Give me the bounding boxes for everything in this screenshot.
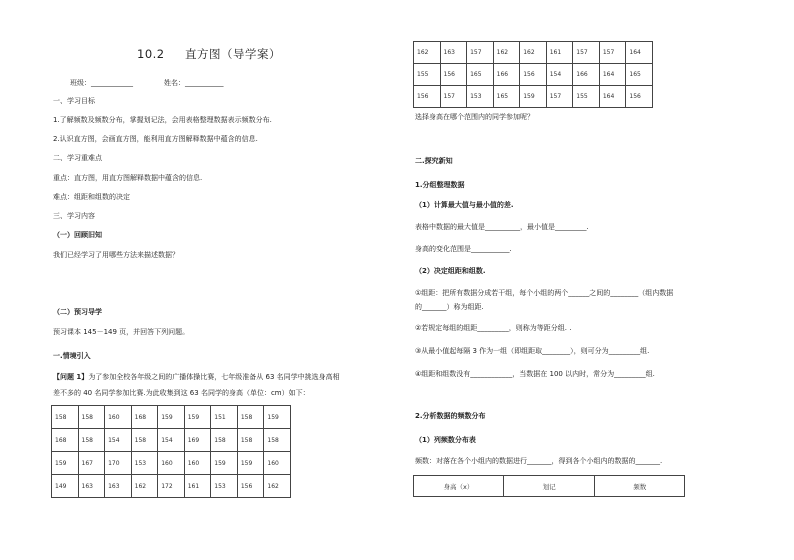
table-cell: 159 [184,406,211,429]
range-text: 身高的变化范围是___________. [415,245,512,253]
table-cell: 164 [599,86,626,108]
frequency-table [413,475,685,497]
table-cell: 160 [158,452,185,475]
freq-header-tally: 划记 [503,476,595,497]
table-cell: 168 [52,429,79,452]
table-cell: 153 [131,452,158,475]
table-cell: 153 [211,475,238,498]
subsection-preview: （二）预习导学 [53,308,102,316]
group-data-heading: 1.分组整理数据 [415,181,465,189]
intro-heading: 一.情境引入 [53,352,91,360]
table-cell: 172 [158,475,185,498]
freq-text: 频数：对落在各个小组内的数据进行_______，得到各个小组内的数据的_______. [415,457,663,465]
table-cell: 158 [131,429,158,452]
table-row [414,42,653,64]
step2-line: 的_______）称为组距. [415,303,484,311]
problem-label: 【问题 1】 [53,373,89,381]
section-heading-goals: 一、学习目标 [53,97,95,105]
table-cell: 155 [573,86,600,108]
class-field: 班级：____________ [70,79,133,87]
table-cell: 157 [573,42,600,64]
table-cell: 164 [599,64,626,86]
section-heading-keypoints: 二、学习重难点 [53,154,102,162]
table-cell: 158 [78,406,105,429]
table-row [52,475,291,498]
problem-line [53,373,340,382]
table-cell: 155 [414,64,441,86]
section-heading-content: 三、学习内容 [53,212,95,220]
height-data-table [51,405,291,498]
problem-text: 为了参加全校各年级之间的广播体操比赛，七年级准备从 63 名同学中挑选身高相 [88,373,340,381]
table-cell: 154 [105,429,132,452]
table-cell: 158 [264,429,291,452]
table-cell: 166 [493,64,520,86]
freq-header-count: 频数 [595,476,685,497]
step2-line: ③从最小值起每隔 3 作为一组（即组距取________），则可分为_________组. [415,347,650,355]
selection-question: 选择身高在哪个范围内的同学参加呢？ [415,113,534,121]
table-cell: 169 [184,429,211,452]
step2-line: ②若规定每组的组距_________，则称为等距分组. . [415,324,572,332]
table-cell: 159 [52,452,79,475]
freq-subheading: （1）列频数分布表 [415,436,476,444]
table-cell: 159 [264,406,291,429]
table-cell: 156 [626,86,653,108]
table-cell: 162 [131,475,158,498]
section-number: 10.2 [137,47,165,61]
freq-heading: 2.分析数据的频数分布 [415,412,486,420]
table-cell: 166 [573,64,600,86]
table-cell: 158 [52,406,79,429]
subsection-review: （一）回顾旧知 [53,231,102,239]
table-cell: 156 [237,475,264,498]
table-cell: 165 [493,86,520,108]
table-cell: 168 [131,406,158,429]
table-row [52,452,291,475]
table-cell: 158 [78,429,105,452]
goal-item: 1.了解频数及频数分布，掌握划记法，会用表格整理数据表示频数分布. [53,116,272,124]
table-cell: 157 [546,86,573,108]
review-question: 我们已经学习了用哪些方法来描述数据？ [53,251,179,259]
step1-heading: （1）计算最大值与最小值的差. [415,201,514,209]
table-cell: 149 [52,475,79,498]
problem-line: 差不多的 40 名同学参加比赛.为此收集到这 63 名同学的身高（单位：cm）如下： [53,389,310,397]
goal-item: 2.认识直方图，会画直方图，能利用直方图解释数据中蕴含的信息. [53,135,258,143]
table-cell: 154 [158,429,185,452]
height-data-table-continued [413,41,653,108]
table-cell: 163 [440,42,467,64]
table-cell: 162 [264,475,291,498]
table-cell: 151 [211,406,238,429]
step1-text: 表格中数据的最大值是__________，最小值是_________. [415,223,589,231]
table-cell: 163 [105,475,132,498]
table-row [414,64,653,86]
table-cell: 159 [211,452,238,475]
table-cell: 162 [520,42,547,64]
table-cell: 159 [237,452,264,475]
name-field: 姓名：___________ [164,79,224,87]
explore-heading: 二.探究新知 [415,157,453,165]
table-cell: 162 [493,42,520,64]
table-cell: 165 [467,64,494,86]
table-cell: 163 [78,475,105,498]
table-cell: 153 [467,86,494,108]
table-row [52,429,291,452]
key-point-text: 重点：直方图，用直方图解释数据中蕴含的信息. [53,174,203,182]
step2-heading: （2）决定组距和组数. [415,267,486,275]
table-cell: 157 [599,42,626,64]
table-row [414,86,653,108]
table-cell: 161 [546,42,573,64]
table-cell: 157 [440,86,467,108]
table-cell: 158 [211,429,238,452]
page-title: 直方图（导学案） [185,47,281,61]
table-cell: 160 [105,406,132,429]
step2-line: ④组距和组数没有____________，当数据在 100 以内时，常分为_________组. [415,370,655,378]
table-cell: 160 [264,452,291,475]
difficult-point-text: 难点：组距和组数的决定 [53,193,130,201]
table-cell: 170 [105,452,132,475]
table-cell: 162 [414,42,441,64]
table-row [52,406,291,429]
table-cell: 164 [626,42,653,64]
table-cell: 156 [520,64,547,86]
table-cell: 159 [158,406,185,429]
right-column [397,0,794,560]
preview-instruction: 预习课本 145－149 页，并回答下列问题。 [53,328,190,336]
table-cell: 160 [184,452,211,475]
table-cell: 156 [440,64,467,86]
table-cell: 157 [467,42,494,64]
table-cell: 156 [414,86,441,108]
table-cell: 154 [546,64,573,86]
table-cell: 165 [626,64,653,86]
table-cell: 167 [78,452,105,475]
step2-line: ①组距：把所有数据分成若干组，每个小组的两个______之间的________（组内数据 [415,289,674,297]
freq-header-height: 身高（x） [414,476,504,497]
table-cell: 158 [237,429,264,452]
table-cell: 161 [184,475,211,498]
table-cell: 159 [520,86,547,108]
table-cell: 158 [237,406,264,429]
